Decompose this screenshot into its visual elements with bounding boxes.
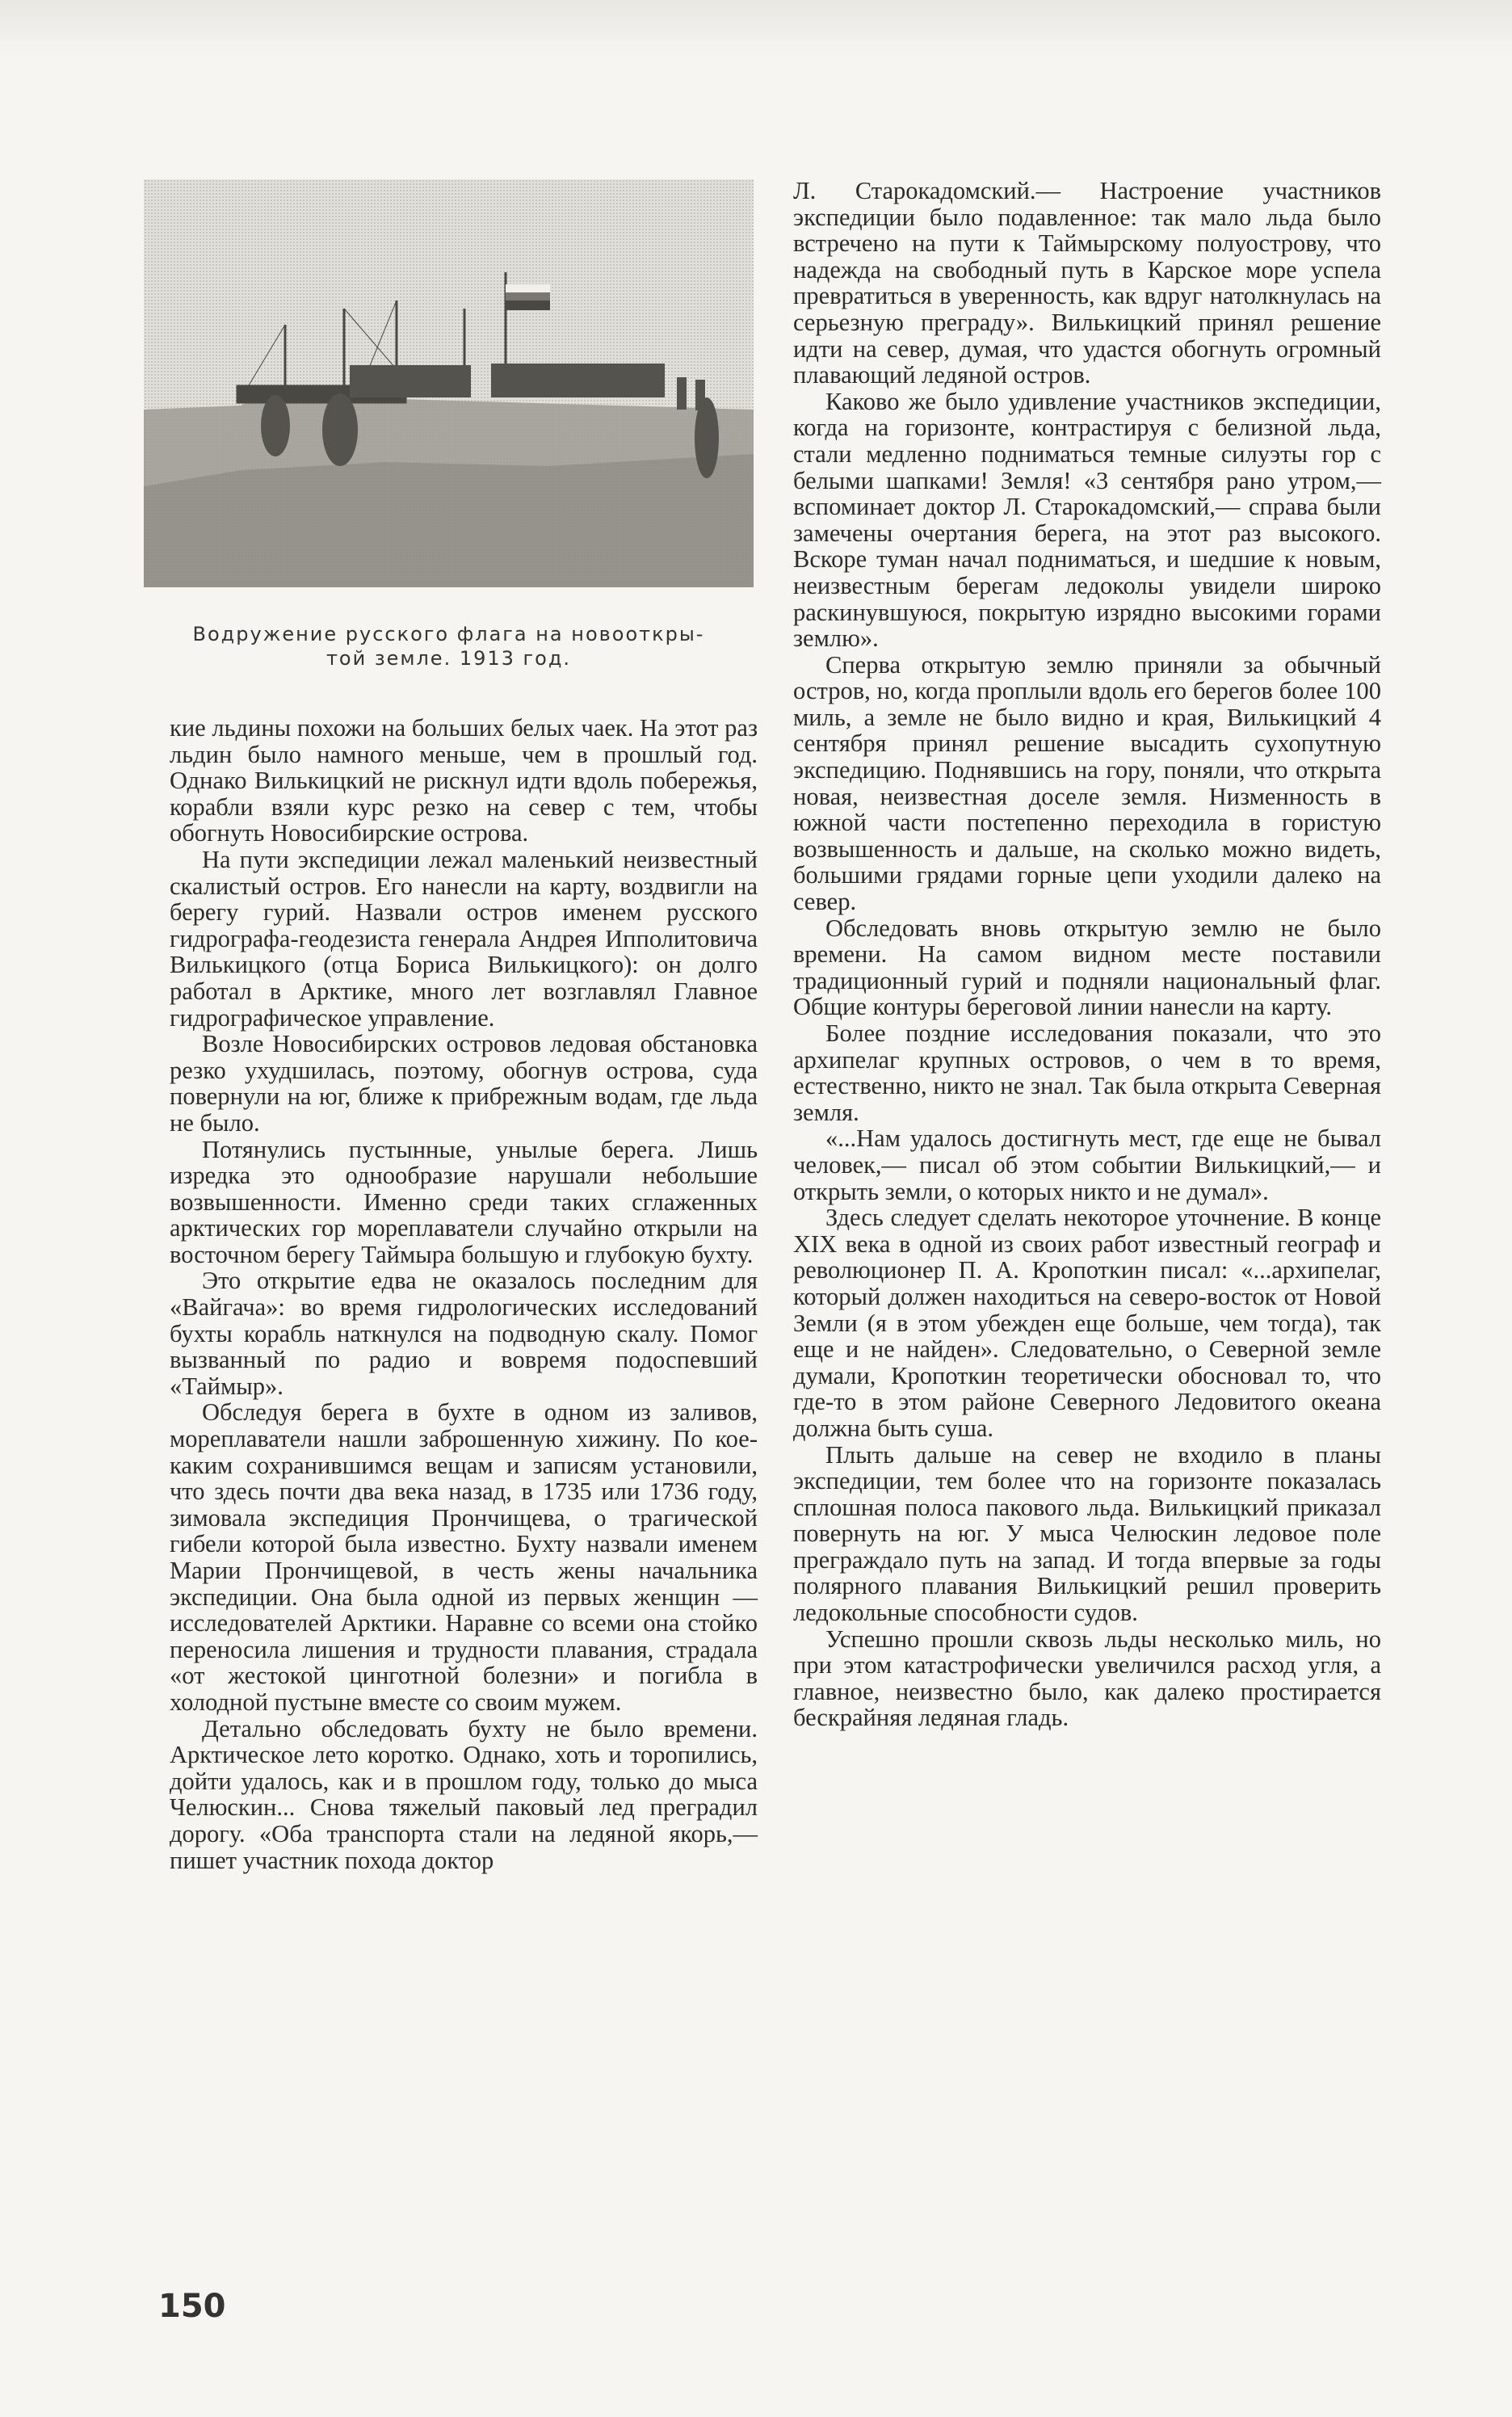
paragraph: Более поздние исследования показали, что это архипелаг крупных островов, о чем в то время, естественно, никто не знал. Так была открыта Северная земля. <box>793 1019 1381 1126</box>
figure-photo <box>144 179 754 587</box>
page-edge <box>0 0 1512 57</box>
photo-flag-raising-image <box>144 179 754 587</box>
paragraph: «...Нам удалось достигнуть мест, где еще не бывал человек,— писал об этом событии Вилькицкий,— и открыть земли, о которых никто и не думал». <box>793 1124 1381 1205</box>
paragraph: Успешно прошли сквозь льды несколько миль, но при этом катастрофически увеличился расход угля, а главное, неизвестно было, как далеко простирается бескрайняя ледяная гладь. <box>793 1625 1381 1732</box>
paragraph: Потянулись пустынные, унылые берега. Лишь изредка это однообразие нарушали небольшие возвышенности. Именно среди таких сглаженных арктических гор мореплаватели случайно открыли на восточном берегу Таймыра большую и глубокую бухту. <box>170 1135 758 1268</box>
figure-caption <box>144 622 754 670</box>
paragraph: Л. Старокадомский.— Настроение участников экспедиции было подавленное: так мало льда было встречено на пути к Таймырскому полуострову, что надежда на свободный путь в Карское море успела превратиться в уверенность, как вдруг натолкнулась на серьезную преграду». Вилькицкий принял решение идти на север, думая, что удастся обогнуть огромный плавающий ледяной остров. <box>793 177 1381 389</box>
paragraph: Плыть дальше на север не входило в планы экспедиции, тем более что на горизонте показалась сплошная полоса пакового льда. Вилькицкий приказал повернуть на юг. У мыса Челюскин ледовое поле преграждало путь на запад. И тогда впервые за годы полярного плавания Вилькицкий решил проверить ледокольные способности судов. <box>793 1440 1381 1627</box>
page-number: 150 <box>158 2288 226 2325</box>
paragraph: Здесь следует сделать некоторое уточнение. В конце XIX века в одной из своих работ известный географ и революционер П. А. Кропоткин писал: «...архипелаг, который должен находиться на северо-восток от Новой Земли (я в этом убежден еще больше, чем тогда), так еще и не найден». Следовательно, о Северной земле думали, Кропоткин теоретически обосновал то, что где-то в этом районе Северного Ледовитого океана должна быть суша. <box>793 1204 1381 1442</box>
right-column <box>793 178 1381 1731</box>
paragraph: На пути экспедиции лежал маленький неизвестный скалистый остров. Его нанесли на карту, воздвигли на берегу гурий. Назвали остров именем русского гидрографа-геодезиста генерала Андрея Ипполитовича Вилькицкого (отца Бориса Вилькицкого): он долго работал в Арктике, много лет возглавлял Главное гидрографическое управление. <box>170 845 758 1032</box>
paragraph: Каково же было удивление участников экспедиции, когда на горизонте, контрастируя с белизной льда, стали медленно подниматься темные силуэты гор с белыми шапками! Земля! «3 сентября рано утром,— вспоминает доктор Л. Старокадомский,— справа были замечены очертания берега, на этот раз высокого. Вскоре туман начал подниматься, и шедшие к новым, неизвестным берегам ледоколы увидели широко раскинувшуюся, покрытую изрядно высокими горами землю». <box>793 387 1381 653</box>
caption-line-2: той земле. 1913 год. <box>326 647 572 670</box>
paragraph: Обследуя берега в бухте в одном из заливов, мореплаватели нашли заброшенную хижину. По кое-каким сохранившимся вещам и записям установили, что здесь почти два века назад, в 1735 или 1736 году, зимовала экспедиция Прончищева, о трагической гибели которой была известно. Бухту назвали именем Марии Прончищевой, в честь жены начальника экспедиции. Она была одной из первых женщин — исследователей Арктики. Наравне со всеми она стойко переносила лишения и трудности плавания, страдала «от жестокой цинготной болезни» и погибла в холодной пустыне вместе со своим мужем. <box>170 1398 758 1716</box>
paragraph: кие льдины похожи на больших белых чаек. На этот раз льдин было намного меньше, чем в прошлый год. Однако Вилькицкий не рискнул идти вдоль побережья, корабли взяли курс резко на север с тем, чтобы обогнуть Новосибирские острова. <box>170 714 758 847</box>
paragraph: Обследовать вновь открытую землю не было времени. На самом видном месте поставили традиционный гурий и подняли национальный флаг. Общие контуры береговой линии нанесли на карту. <box>793 914 1381 1021</box>
left-column <box>170 715 758 1873</box>
caption-line-1: Водружение русского флага на новооткры- <box>192 623 705 645</box>
paragraph: Это открытие едва не оказалось последним для «Вайгача»: во время гидрологических исследований бухты корабль наткнулся на подводную скалу. Помог вызванный по радио и вовремя подоспевший «Таймыр». <box>170 1267 758 1400</box>
paragraph: Детально обследовать бухту не было времени. Арктическое лето коротко. Однако, хоть и торопились, дойти удалось, как и в прошлом году, только до мыса Челюскин... Снова тяжелый паковый лед преградил дорогу. «Оба транспорта стали на ледяной якорь,— пишет участник похода доктор <box>170 1714 758 1874</box>
paragraph: Сперва открытую землю приняли за обычный остров, но, когда проплыли вдоль его берегов более 100 миль, а земле не было видно и края, Вилькицкий 4 сентября принял решение высадить сухопутную экспедицию. Поднявшись на гору, поняли, что открыта новая, неизвестная доселе земля. Низменность в южной части постепенно переходила в гористую возвышенность и дальше, на сколько можно видеть, большими грядами горные цепи уходили далеко на север. <box>793 650 1381 916</box>
paragraph: Возле Новосибирских островов ледовая обстановка резко ухудшилась, поэтому, обогнув острова, суда повернули на юг, ближе к прибрежным водам, где льда не было. <box>170 1030 758 1137</box>
